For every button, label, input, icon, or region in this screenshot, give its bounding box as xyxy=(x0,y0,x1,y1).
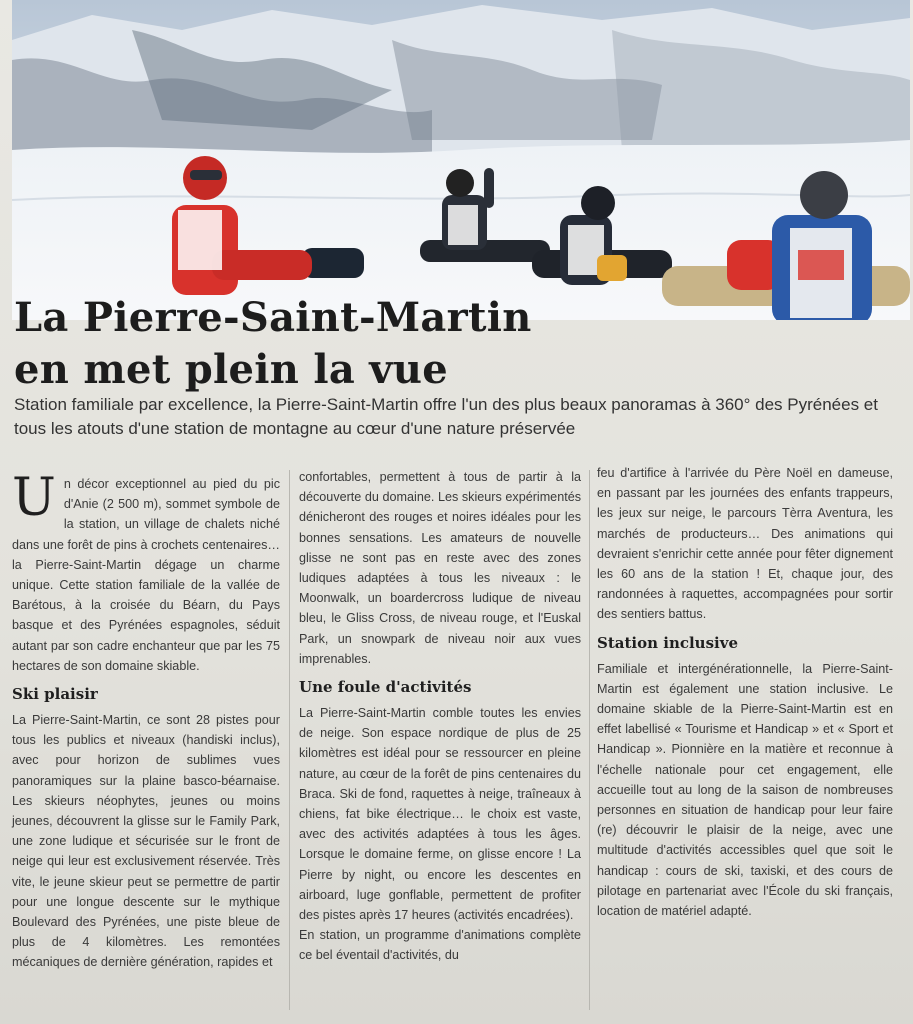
column-1 xyxy=(12,468,280,973)
paragraph-animations: En station, un programme d'animations complète ce bel éventail d'activités, du xyxy=(299,928,581,963)
column-3 xyxy=(597,463,893,921)
title-line-1: La Pierre-Saint-Martin xyxy=(14,294,532,341)
heading-ski-plaisir: Ski plaisir xyxy=(12,685,98,704)
standfirst: Station familiale par excellence, la Pierre-Saint-Martin offre l'un des plus beaux panoramas à 360° des Pyrénées et tous les atouts d'une station de montagne au cœur d'une nature préservée xyxy=(14,395,878,438)
title-line-2: en met plein la vue xyxy=(14,346,448,393)
paragraph-glisse: confortables, permettent à tous de partir à la découverte du domaine. Les skieurs expérimentés dénicheront des rouges et noires idéales pour les bonnes sensations. Les amateurs de nouvelle glisse ne sont pas en reste avec des zones ludiques adaptées à tous les niveaux : le Moonwalk, un boardercross ludique de niveau bleu, le Gliss Cross, de niveau rouge, et l'Euskal Park, un snowpark de niveau noir aux vues imprenables. xyxy=(299,470,581,666)
heading-station-inclusive: Station inclusive xyxy=(597,633,738,652)
paragraph-ski-plaisir: La Pierre-Saint-Martin, ce sont 28 pistes pour tous les publics et niveaux (handiski inclus), avec pour horizon de sublimes vues panoramiques sur la plaine basco-béarnaise. Les skieurs néophytes, jeunes ou moins jeunes, découvrent la glisse sur le Family Park, une zone ludique et sécurisée sur le front de neige qui leur est exclusivement réservée. Très vite, le jeune skieur peut se permettre de partir pour une longue descente sur le mythique Boulevard des Pyrénées, une piste bleue de plus de 4 kilomètres. Les remontées mécaniques de dernière génération, rapides et xyxy=(12,713,280,970)
intro-text: n décor exceptionnel au pied du pic d'Anie (2 500 m), sommet symbole de la station, un village de chalets niché dans une forêt de pins à crochets centenaires… la Pierre-Saint-Martin dégage un charme unique. Cette station familiale de la vallée de Barétous, à la croisée du Béarn, du Pays basque et des Pyrénées espagnoles, séduit autant par son cadre enchanteur que par les 75 hectares de son domaine skiable. xyxy=(12,477,280,673)
intro-paragraph xyxy=(12,468,280,676)
column-divider xyxy=(589,470,590,1010)
article-title xyxy=(14,292,532,396)
paragraph-activites: La Pierre-Saint-Martin comble toutes les envies de neige. Son espace nordique de plus de 25 kilomètres est idéal pour se ressourcer en pleine nature, au cœur de la forêt de pins centenaires du Braca. Ski de fond, raquettes à neige, traîneaux à chiens, fat bike électrique… le choix est vaste, avec des activités adaptées à tous les âges. Lorsque le domaine ferme, on glisse encore ! La Pierre by night, ou encore les descentes en airboard, luge gonflable, permettent de profiter des pistes après 17 heures (activités encadrées). xyxy=(299,706,581,923)
snowboarders-photo xyxy=(12,0,910,320)
paragraph-inclusive: Familiale et intergénérationnelle, la Pierre-Saint-Martin est également une station inclusive. Le domaine skiable de la Pierre-Saint-Martin est en effet labellisé « Tourisme et Handicap » et « Sport et Handicap ». Pionnière en la matière et reconnue à l'échelle nationale pour cet engagement, elle accueille tout au long de la saison de nombreuses personnes en situation de handicap pour leur faire (re) découvrir le plaisir de la neige, avec une multitude d'activités accessibles quel que soit le handicap : cours de ski, taxiski, et des cours de pilotage en partenariat avec l'École du ski français, location de matériel adapté. xyxy=(597,661,893,919)
paragraph-feu-artifice: feu d'artifice à l'arrivée du Père Noël en dameuse, en passant par les journées des enfants trappeurs, les jeux sur neige, le parcours Tèrra Aventura, les marchés de producteurs… Des animations qui devraient s'enrichir cette année pour fêter dignement les 60 ans de la station ! Et, chaque jour, des randonnées à raquettes, accompagnées pour sortir des sentiers battus. xyxy=(597,466,893,622)
heading-activites: Une foule d'activités xyxy=(299,678,472,697)
column-divider xyxy=(289,470,290,1010)
column-2 xyxy=(299,467,581,966)
drop-cap: U xyxy=(12,468,56,528)
